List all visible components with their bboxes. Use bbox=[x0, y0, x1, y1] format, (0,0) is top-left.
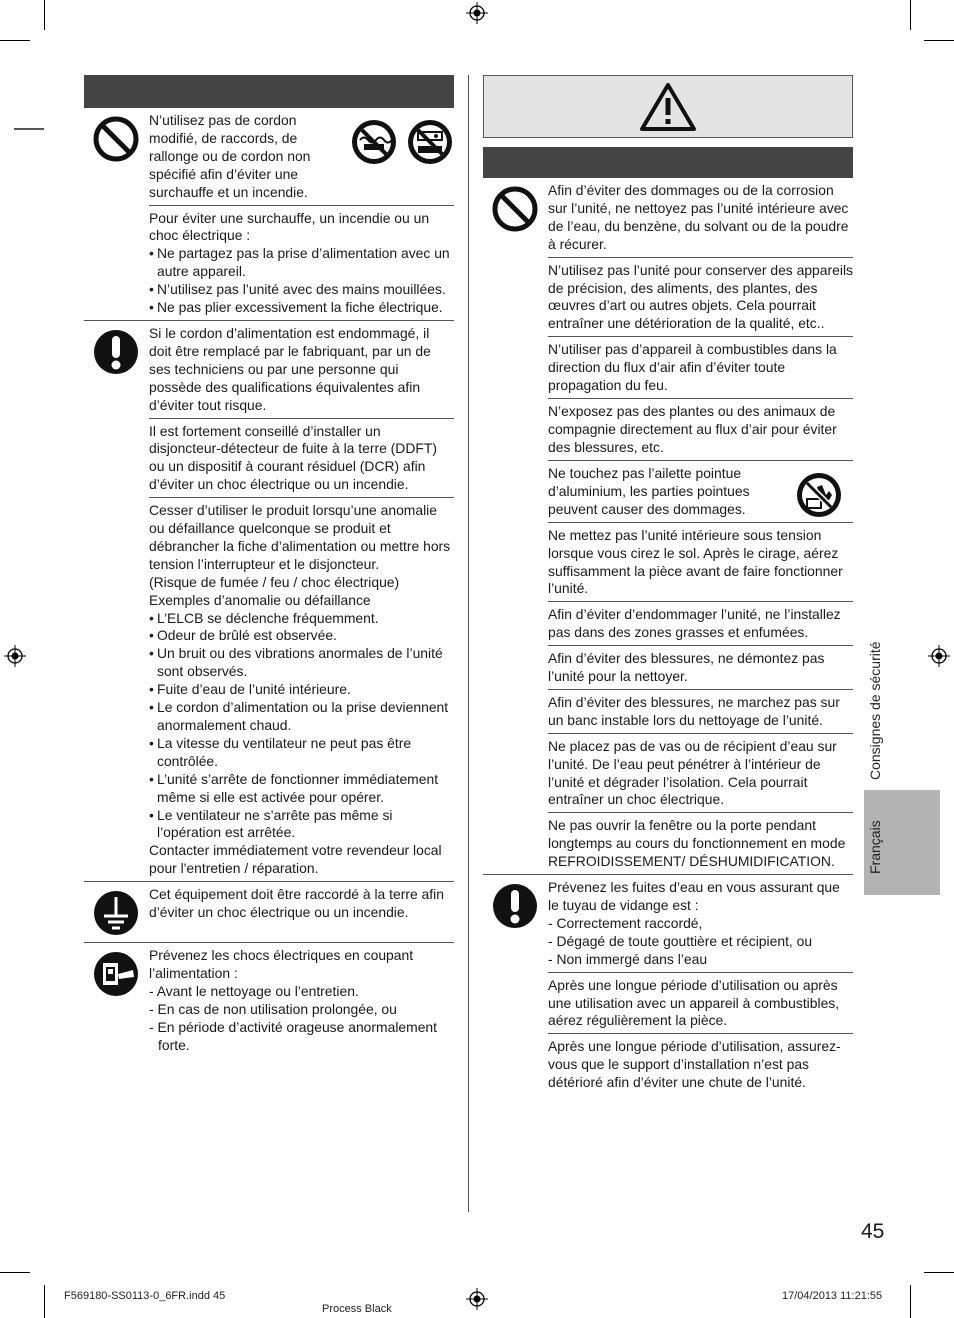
item-text: Contacter immédiatement votre revendeur local pour l'entretien / réparation. bbox=[149, 842, 442, 877]
section-prohibited-power-cord bbox=[84, 108, 454, 321]
crop-mark bbox=[44, 1285, 45, 1318]
list-item: Après une longue période d’utilisation ou après une utilisation avec un appareil à combustibles, aérez régulièrement la pièce. bbox=[548, 973, 853, 1035]
mandatory-exclamation-icon bbox=[92, 328, 140, 376]
side-section-label: Consignes de sécurité bbox=[867, 641, 883, 780]
bullet-text: • Ne pas plier excessivement la fiche électrique. bbox=[149, 299, 454, 317]
footer-datetime: 17/04/2013 11:21:55 bbox=[782, 1290, 883, 1302]
section-mandatory-actions bbox=[84, 321, 454, 882]
footer-process: Process Black bbox=[322, 1303, 392, 1315]
bullet-text: • Un bruit ou des vibrations anormales de l’unité sont observés. bbox=[149, 645, 454, 681]
item-text: Exemples d’anomalie ou défaillance bbox=[149, 591, 371, 608]
crop-mark bbox=[910, 1285, 911, 1318]
section-earthing bbox=[84, 882, 454, 943]
list-item bbox=[548, 461, 853, 523]
list-item: Ne mettez pas l’unité intérieure sous tension lorsque vous cirez le sol. Après le cirage, aérez suffisamment la pièce avant de faire fonctionner l’unité. bbox=[548, 523, 853, 603]
list-item bbox=[149, 498, 454, 881]
section-mandatory-maintenance bbox=[483, 875, 853, 1095]
footer-filename: F569180-SS0113-0_6FR.indd 45 bbox=[64, 1290, 226, 1302]
prohibited-icon bbox=[92, 115, 140, 163]
item-text: Prévenez les fuites d’eau en vous assurant que le tuyau de vidange est : bbox=[548, 879, 840, 913]
bullet-text: • L’ELCB se déclenche fréquemment. bbox=[149, 610, 454, 628]
page-number: 45 bbox=[861, 1220, 885, 1243]
warning-triangle-icon bbox=[639, 82, 697, 132]
mandatory-exclamation-icon bbox=[491, 882, 539, 930]
crop-mark bbox=[910, 0, 911, 30]
registration-mark-icon bbox=[466, 1288, 488, 1310]
crop-mark bbox=[14, 128, 44, 130]
section-header-bar bbox=[483, 147, 853, 178]
dash-text: - Avant le nettoyage ou l’entretien. bbox=[149, 982, 359, 999]
list-item: N’exposez pas des plantes ou des animaux de compagnie directement au flux d’air pour éviter des blessures, etc. bbox=[548, 399, 853, 461]
unplug-icon bbox=[92, 950, 140, 998]
item-text: Cesser d’utiliser le produit lorsqu’une anomalie ou défaillance quelconque se produit et débrancher la fiche d’alimentation ou mettre hors tension l’interrupteur et le disjoncteur. bbox=[149, 502, 451, 572]
caution-banner bbox=[483, 75, 853, 138]
dash-text: - En période d’activité orageuse anormalement forte. bbox=[149, 1018, 438, 1053]
item-text: Prévenez les chocs électriques en coupant l’alimentation : bbox=[149, 947, 414, 982]
list-item bbox=[149, 206, 454, 320]
item-text: N’utilisez pas de cordon modifié, de raccords, de rallonge ou de cordon non spécifié afin d’éviter une surchauffe et un incendie. bbox=[149, 112, 311, 200]
prohibited-icon bbox=[491, 185, 539, 233]
right-column bbox=[483, 75, 853, 1095]
crop-mark bbox=[44, 0, 45, 30]
dash-text: - En cas de non utilisation prolongée, ou bbox=[149, 1000, 397, 1017]
bullet-text: • L’unité s’arrête de fonctionner immédiatement même si elle est activée pour opérer. bbox=[149, 771, 454, 807]
bullet-text: • Ne partagez pas la prise d’alimentation avec un autre appareil. bbox=[149, 245, 454, 281]
list-item: Afin d’éviter des dommages ou de la corrosion sur l’unité, ne nettoyez pas l’unité intérieure avec de l’eau, du benzène, du solvant ou de la poudre à récurer. bbox=[548, 178, 853, 258]
crop-mark bbox=[924, 40, 954, 41]
bullet-text: • N’utilisez pas l’unité avec des mains mouillées. bbox=[149, 281, 454, 299]
bullet-text: • Le cordon d’alimentation ou la prise deviennent anormalement chaud. bbox=[149, 699, 454, 735]
bullet-text: • Le ventilateur ne s’arrête pas même si l’opération est arrêtée. bbox=[149, 807, 454, 843]
dash-text: - Correctement raccordé, bbox=[548, 914, 703, 931]
section-header-bar bbox=[84, 75, 454, 108]
list-item: N’utiliser pas d’appareil à combustibles dans la direction du flux d’air afin d’éviter toute propagation du feu. bbox=[548, 337, 853, 399]
list-item: Afin d’éviter des blessures, ne marchez pas sur un banc instable lors du nettoyage de l’unité. bbox=[548, 690, 853, 734]
section-power-off bbox=[84, 943, 454, 1057]
list-item: Si le cordon d’alimentation est endommagé, il doit être remplacé par le fabriquant, par un de ses techniciens ou par une personne qui possède des qualifications équivalentes afin d’éviter tout risque. bbox=[149, 321, 454, 419]
list-item: Afin d’éviter des blessures, ne démontez pas l’unité pour la nettoyer. bbox=[548, 646, 853, 690]
registration-mark-icon bbox=[928, 645, 950, 667]
bullet-text: • La vitesse du ventilateur ne peut pas être contrôlée. bbox=[149, 735, 454, 771]
dash-text: - Dégagé de toute gouttière et récipient, ou bbox=[548, 932, 813, 949]
no-modified-cord-icon bbox=[350, 118, 398, 166]
registration-mark-icon bbox=[4, 645, 26, 667]
earth-ground-icon bbox=[92, 889, 140, 937]
item-text: Ne touchez pas l’ailette pointue d’aluminium, les parties pointues peuvent causer des dommages. bbox=[548, 464, 750, 517]
no-extension-cord-icon bbox=[406, 118, 454, 166]
list-item: Cet équipement doit être raccordé à la terre afin d’éviter un choc électrique ou un incendie. bbox=[149, 886, 444, 921]
left-column bbox=[84, 75, 454, 1058]
crop-mark bbox=[924, 1272, 954, 1273]
list-item: Ne placez pas de vas ou de récipient d’eau sur l’unité. De l’eau peut pénétrer à l’intérieur de l’unité et dégrader l’isolation. Cela pourrait entraîner un choc électrique. bbox=[548, 734, 853, 814]
dash-text: - Non immergé dans l’eau bbox=[548, 950, 708, 967]
bullet-text: • Fuite d’eau de l’unité intérieure. bbox=[149, 681, 454, 699]
language-label: Français bbox=[867, 820, 883, 874]
list-item: N’utilisez pas l’unité pour conserver des appareils de précision, des aliments, des plantes, des œuvres d’art ou autres objets. Cela pourrait entraîner une détérioration de la qualité, etc.. bbox=[548, 258, 853, 338]
item-text: Pour éviter une surchauffe, un incendie ou un choc électrique : bbox=[149, 209, 430, 244]
registration-mark-icon bbox=[466, 2, 488, 24]
list-item bbox=[149, 108, 454, 206]
no-touch-fin-icon bbox=[795, 471, 843, 519]
crop-mark bbox=[0, 40, 30, 41]
bullet-text: • Odeur de brûlé est observée. bbox=[149, 627, 454, 645]
list-item bbox=[149, 943, 454, 1057]
section-prohibited-usage bbox=[483, 178, 853, 875]
item-text: (Risque de fumée / feu / choc électrique) bbox=[149, 573, 400, 590]
column-divider bbox=[468, 75, 469, 1212]
crop-mark bbox=[0, 1272, 30, 1273]
list-item bbox=[548, 875, 853, 973]
list-item: Ne pas ouvrir la fenêtre ou la porte pendant longtemps au cours du fonctionnement en mode REFROIDISSEMENT/ DÉSHUMIDIFICATION. bbox=[548, 817, 846, 870]
list-item: Il est fortement conseillé d’installer un disjoncteur-détecteur de fuite à la terre (DDFT) ou un dispositif à courant résiduel (DCR) afin d’éviter un choc électrique ou un incendie. bbox=[149, 419, 454, 499]
list-item: Afin d’éviter d’endommager l’unité, ne l’installez pas dans des zones grasses et enfumées. bbox=[548, 602, 853, 646]
list-item: Après une longue période d’utilisation, assurez-vous que le support d’installation n’est pas détérioré afin d’éviter une chute de l’unité. bbox=[548, 1038, 841, 1091]
